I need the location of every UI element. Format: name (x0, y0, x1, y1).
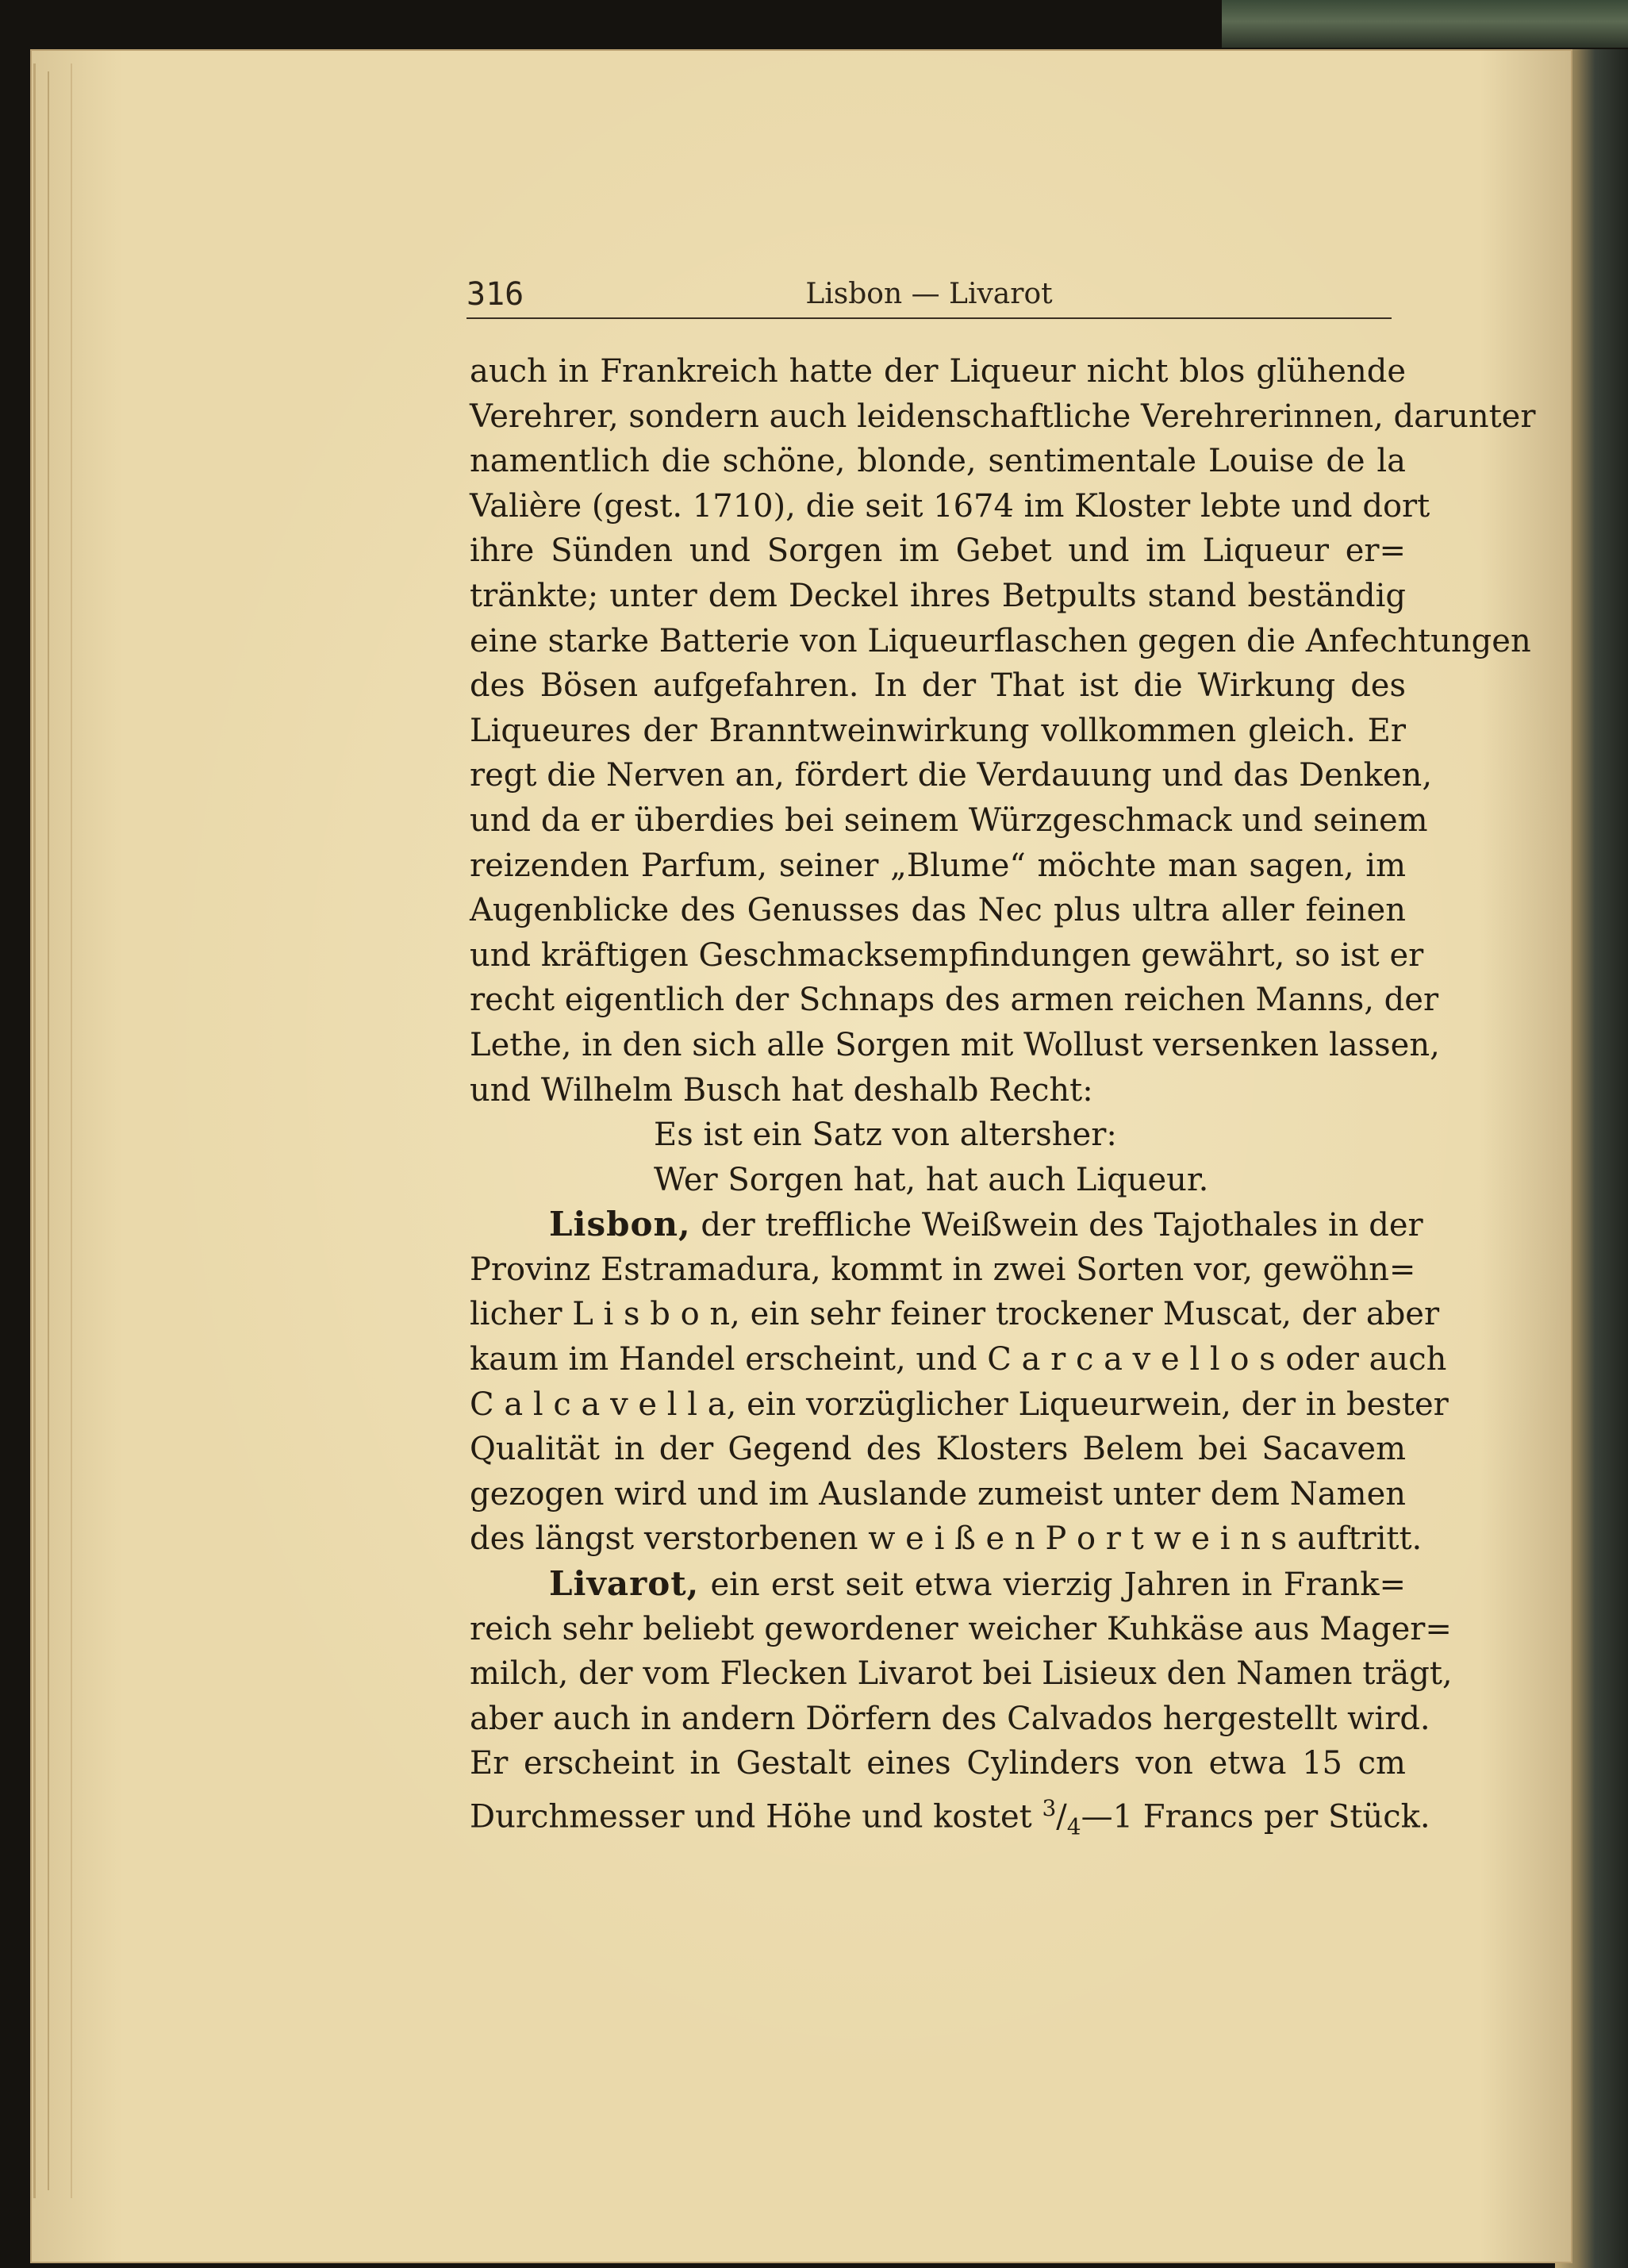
fraction-numerator: 3 (1042, 1795, 1057, 1821)
text-line: und da er überdies bei seinem Würzgeschmack und seinem (470, 801, 1428, 839)
text-line: Er erscheint in Gestalt eines Cylinders von etwa 15 cm (470, 1745, 1406, 1782)
text-line: Liqueures der Branntweinwirkung vollkommen gleich. Er (470, 712, 1406, 749)
text-body (470, 349, 1536, 1840)
text-line: und kräftigen Geschmacksempfindungen gewährt, so ist er (470, 936, 1424, 974)
entry-first-line (470, 1202, 1423, 1247)
text-line: C a l c a v e l l a, ein vorzüglicher Liqueurwein, der in bester (470, 1386, 1449, 1423)
verse-line: Wer Sorgen hat, hat auch Liqueur. (654, 1161, 1209, 1198)
entry-text: ein erst seit etwa vierzig Jahren in Frank= (710, 1566, 1407, 1604)
text-line: kaum im Handel erscheint, und C a r c a v e l l o s oder auch (470, 1341, 1447, 1378)
text-line: Augenblicke des Genusses das Nec plus ultra aller feinen (470, 892, 1406, 929)
entry-term-livarot: Livarot, (549, 1564, 700, 1604)
text-line: Valière (gest. 1710), die seit 1674 im Kloster lebte und dort (470, 487, 1430, 525)
text-line: namentlich die schöne, blonde, sentimentale Louise de la (470, 443, 1406, 480)
verse-line: Es ist ein Satz von altersher: (654, 1117, 1117, 1154)
page-edge (33, 63, 72, 2198)
text-line: des längst verstorbenen w e i ß e n P o r t w e i n s auftritt. (470, 1520, 1423, 1558)
page-number: 316 (467, 276, 524, 313)
running-head: Lisbon — Livarot (805, 278, 1053, 310)
text-line: Verehrer, sondern auch leidenschaftliche Verehrerinnen, darunter (470, 398, 1536, 435)
text-line: eine starke Batterie von Liqueurflaschen gegen die Anfechtungen (470, 622, 1531, 659)
binding-tape (1222, 0, 1628, 48)
text-line: reich sehr beliebt gewordener weicher Kuhkäse aus Mager= (470, 1610, 1452, 1647)
entry-text: —1 Francs per Stück. (1081, 1798, 1430, 1836)
fraction-denominator: 4 (1066, 1813, 1081, 1840)
text-line: Provinz Estramadura, kommt in zwei Sorten vor, gewöhn= (470, 1251, 1416, 1288)
text-line: ihre Sünden und Sorgen im Gebet und im Liqueur er= (470, 532, 1406, 570)
text-line: licher L i s b o n, ein sehr feiner trockener Muscat, der aber (470, 1296, 1440, 1333)
text-line: und Wilhelm Busch hat deshalb Recht: (470, 1071, 1093, 1109)
text-line: auch in Frankreich hatte der Liqueur nicht blos glühende (470, 353, 1406, 390)
text-line-last: Durchmesser und Höhe und kostet $^3/_4—1$ Francs per Stück. (470, 1795, 1430, 1840)
text-line: Qualität in der Gegend des Klosters Belem bei Sacavem (470, 1431, 1406, 1468)
text-line: milch, der vom Flecken Livarot bei Lisieux den Namen trägt, (470, 1655, 1453, 1693)
text-line: tränkte; unter dem Deckel ihres Betpults stand beständig (470, 577, 1406, 614)
page-header (467, 276, 1392, 319)
entry-term-lisbon: Lisbon, (549, 1205, 691, 1244)
text-line: Lethe, in den sich alle Sorgen mit Wollust versenken lassen, (470, 1026, 1440, 1063)
text-line: des Bösen aufgefahren. In der That ist die Wirkung des (470, 667, 1406, 705)
entry-first-line (470, 1562, 1406, 1607)
text-line: regt die Nerven an, fördert die Verdauung und das Denken, (470, 757, 1433, 794)
page-edge-line (48, 71, 49, 2190)
entry-text: Durchmesser und Höhe und kostet (470, 1798, 1032, 1836)
text-line: recht eigentlich der Schnaps des armen reichen Manns, der (470, 982, 1439, 1019)
text-line: gezogen wird und im Auslande zumeist unter dem Namen (470, 1475, 1406, 1513)
text-line: aber auch in andern Dörfern des Calvados hergestellt wird. (470, 1700, 1430, 1737)
entry-text: der treffliche Weißwein des Tajothales in der (701, 1207, 1423, 1244)
text-line: reizenden Parfum, seiner „Blume“ möchte man sagen, im (470, 847, 1406, 884)
